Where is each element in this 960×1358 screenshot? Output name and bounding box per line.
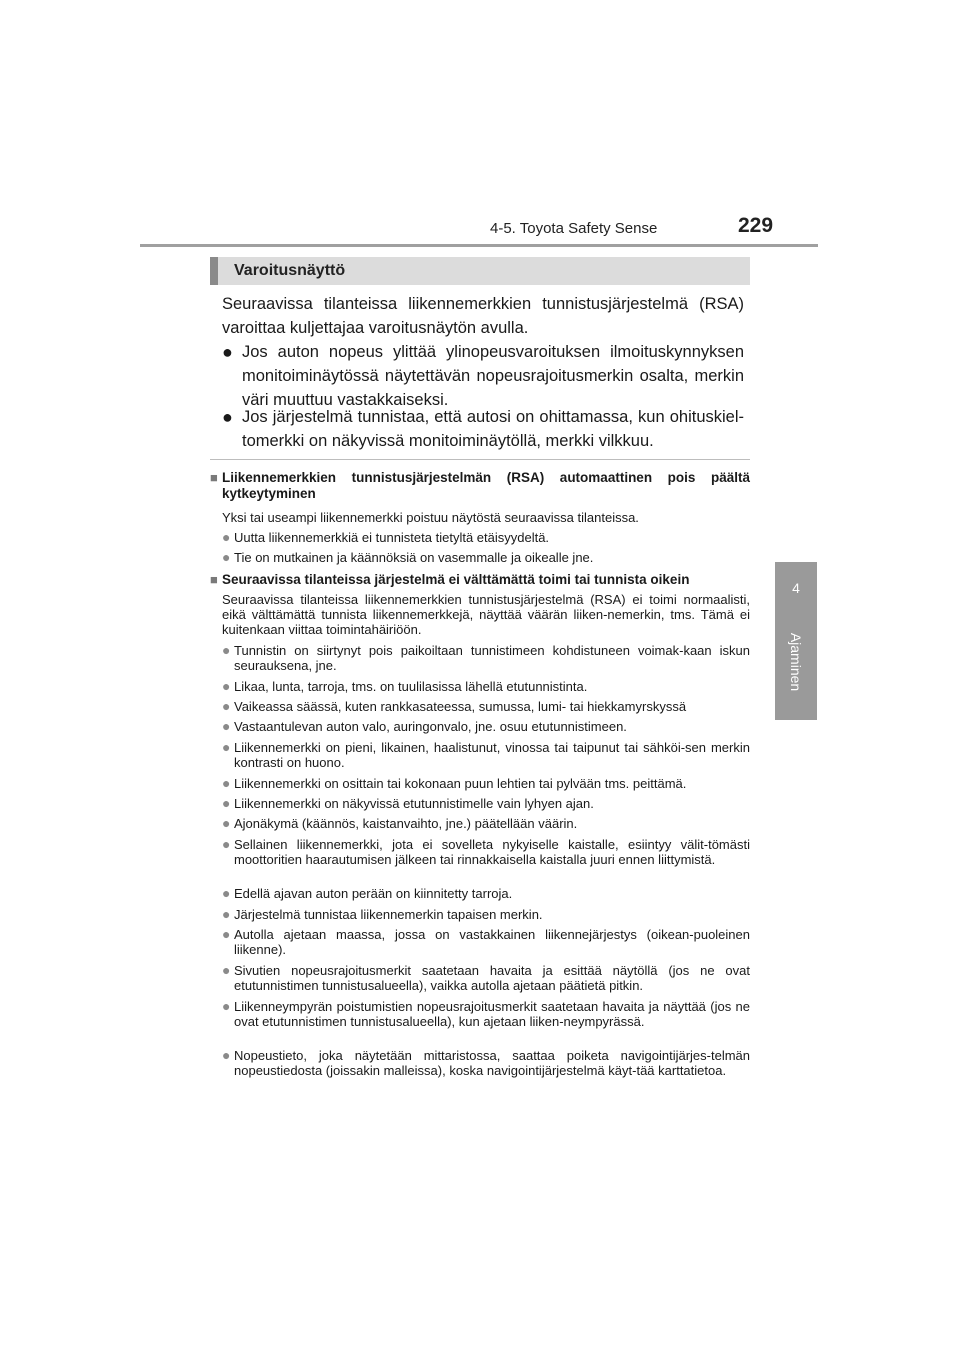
note-bullet <box>222 927 750 957</box>
chapter-tab <box>775 562 817 720</box>
note-bullet-text: Tunnistin on siirtynyt pois paikoiltaan tunnistimeen kohdistuneen voimak-kaan iskun seurauksena, jne. <box>234 643 750 673</box>
section-bullet <box>222 405 744 453</box>
note-bullet <box>222 740 750 770</box>
note-text: Yksi tai useampi liikennemerkki poistuu näytöstä seuraavissa tilanteissa. <box>222 510 639 525</box>
bullet-text: Jos järjestelmä tunnistaa, että autosi on ohittamassa, kun ohituskiel-tomerkki on näkyvissä monitoiminäytöllä, merkki vilkkuu. <box>242 408 744 450</box>
note-bullet-text: Vaikeassa säässä, kuten rankkasateessa, sumussa, lumi- tai hiekkamyrskyssä <box>234 699 687 714</box>
bullet-dot-icon: ● <box>222 795 231 811</box>
square-bullet-icon: ■ <box>210 572 218 587</box>
bullet-dot-icon: ● <box>222 678 231 694</box>
bullet-dot-icon: ● <box>222 529 231 545</box>
note-bullet <box>222 719 750 734</box>
note-bullet-text: Ajonäkymä (käännös, kaistanvaihto, jne.) päätellään väärin. <box>234 816 578 831</box>
note-bullet <box>222 999 750 1029</box>
note-bullet <box>222 776 750 791</box>
bullet-dot-icon: ● <box>222 342 233 362</box>
bullet-dot-icon: ● <box>222 906 231 922</box>
note-bullet <box>222 1048 750 1078</box>
note-bullet <box>222 907 750 922</box>
bullet-text: Jos auton nopeus ylittää ylinopeusvaroituksen ilmoituskynnyksen monitoiminäytössä näytettävän nopeusrajoitusmerkin osalta, merkin väri muuttuu vastakkaiseksi. <box>242 343 744 409</box>
chapter-label: Ajaminen <box>788 632 804 692</box>
square-bullet-icon: ■ <box>210 470 218 485</box>
bullet-dot-icon: ● <box>222 836 231 852</box>
section-bullet <box>222 340 744 412</box>
bullet-dot-icon: ● <box>222 642 231 658</box>
note-bullet <box>222 530 750 545</box>
note-bullet <box>222 643 750 673</box>
note-bullet-text: Tie on mutkainen ja käännöksiä on vasemmalle ja oikealle jne. <box>234 550 594 565</box>
note-title: Liikennemerkkien tunnistusjärjestelmän (RSA) automaattinen pois päältä kytkeytyminen <box>222 470 750 501</box>
bullet-dot-icon: ● <box>222 698 231 714</box>
bullet-dot-icon: ● <box>222 815 231 831</box>
bullet-dot-icon: ● <box>222 926 231 942</box>
note-heading <box>210 572 750 588</box>
note-heading <box>210 470 750 502</box>
note-bullet-text: Liikenneympyrän poistumistien nopeusrajoitusmerkit saatetaan havaita ja näyttää (jos ne ovat etutunnistimen tunnistusalueella), kun ajetaan liiken-neympyrässä. <box>234 999 750 1029</box>
note-bullet <box>222 816 750 831</box>
note-bullet-text: Sellainen liikennemerkki, jota ei sovelleta nykyiselle kaistalle, esiintyy välit-tömästi moottoritien haarautumisen jälkeen tai rinnakkaisella kaistalla juuri ennen liittymistä. <box>234 837 750 867</box>
bullet-dot-icon: ● <box>222 407 233 427</box>
note-bullet <box>222 886 750 901</box>
note-bullet <box>222 963 750 993</box>
note-bullet <box>222 796 750 811</box>
note-bullet-text: Liikennemerkki on näkyvissä etutunnistimelle vain lyhyen ajan. <box>234 796 594 811</box>
bullet-dot-icon: ● <box>222 885 231 901</box>
note-bullet-text: Järjestelmä tunnistaa liikennemerkin tapaisen merkin. <box>234 907 543 922</box>
chapter-number: 4 <box>792 580 800 596</box>
section-lead-text: Seuraavissa tilanteissa liikennemerkkien tunnistusjärjestelmä (RSA) varoittaa kuljettajaa varoitusnäytön avulla. <box>222 295 744 337</box>
bullet-dot-icon: ● <box>222 739 231 755</box>
bullet-dot-icon: ● <box>222 775 231 791</box>
note-bullet <box>222 699 750 714</box>
note-bullet <box>222 679 750 694</box>
note-text: Seuraavissa tilanteissa liikennemerkkien tunnistusjärjestelmä (RSA) ei toimi normaalisti, eikä välttämättä tunnista liikennemerkkejä, näyttää väärän liiken-nemerkin, tms. Tämä ei kuitenkaan viittaa toimintahäiriöön. <box>222 592 750 637</box>
note-bullet-text: Vastaantulevan auton valo, auringonvalo, jne. osuu etutunnistimeen. <box>234 719 627 734</box>
section-heading <box>210 257 750 285</box>
note-bullet-text: Uutta liikennemerkkiä ei tunnisteta tietyltä etäisyydeltä. <box>234 530 550 545</box>
note-bullet-text: Edellä ajavan auton perään on kiinnitetty tarroja. <box>234 886 513 901</box>
running-header-section: 4-5. Toyota Safety Sense <box>490 220 658 237</box>
note-bullet-text: Sivutien nopeusrajoitusmerkit saatetaan havaita ja esittää näytöllä (jos ne ovat etutunnistimen tunnistusalueella), vaikka autolla ajetaan päätietä pitkin. <box>234 963 750 993</box>
note-bullet-text: Liikennemerkki on osittain tai kokonaan puun lehtien tai pylvään tms. peittämä. <box>234 776 687 791</box>
bullet-dot-icon: ● <box>222 962 231 978</box>
note-bullet-text: Nopeustieto, joka näytetään mittaristossa, saattaa poiketa navigointijärjes-telmän nopeustiedosta (joissakin malleissa), koska navigointijärjestelmä käyt-tää karttatietoa. <box>234 1048 750 1078</box>
bullet-dot-icon: ● <box>222 998 231 1014</box>
bullet-dot-icon: ● <box>222 718 231 734</box>
note-bullet-text: Likaa, lunta, tarroja, tms. on tuulilasissa lähellä etutunnistinta. <box>234 679 588 694</box>
note-bullet <box>222 550 750 565</box>
bullet-dot-icon: ● <box>222 549 231 565</box>
page-number: 229 <box>738 214 774 237</box>
header-rule <box>140 244 818 247</box>
section-title: Varoitusnäyttö <box>234 262 346 279</box>
note-title: Seuraavissa tilanteissa järjestelmä ei välttämättä toimi tai tunnista oikein <box>222 572 690 587</box>
bullet-dot-icon: ● <box>222 1047 231 1063</box>
section-divider <box>210 459 750 460</box>
note-bullet-text: Liikennemerkki on pieni, likainen, haalistunut, vinossa tai taipunut tai sähköi-sen merkin kontrasti on huono. <box>234 740 750 770</box>
note-bullet-text: Autolla ajetaan maassa, jossa on vastakkainen liikennejärjestys (oikean-puoleinen liikenne). <box>234 927 750 957</box>
note-bullet <box>222 837 750 867</box>
